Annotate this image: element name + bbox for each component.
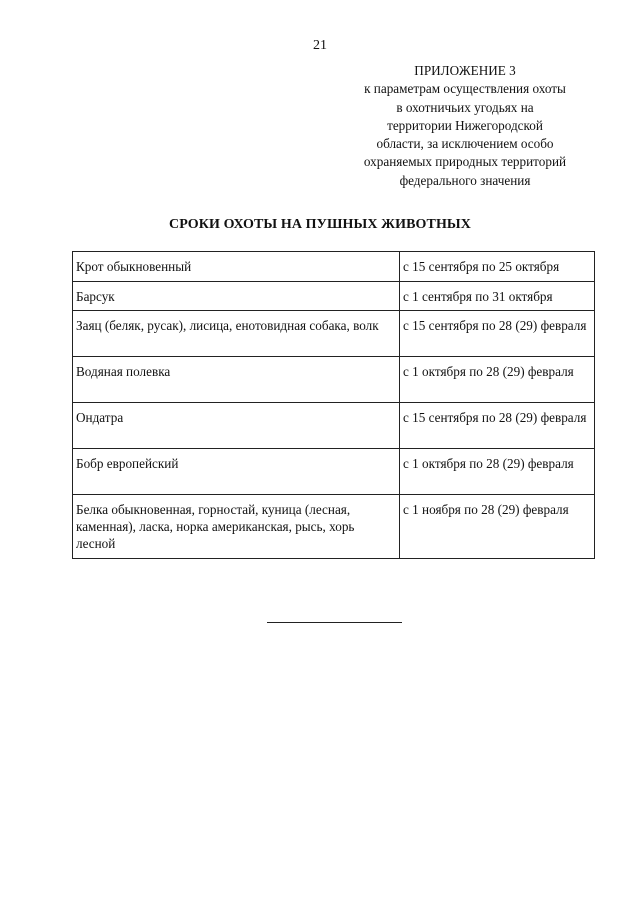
table-row [73,495,595,559]
document-title: СРОКИ ОХОТЫ НА ПУШНЫХ ЖИВОТНЫХ [168,217,471,232]
animal-cell: Крот обыкновенный [73,252,400,282]
animal-cell: Барсук [73,282,400,311]
appendix-line: ПРИЛОЖЕНИЕ 3 [414,63,516,78]
appendix-line: охраняемых природных территорий [363,154,567,170]
animal-cell: Бобр европейский [73,449,400,495]
period-cell: с 15 сентября по 28 (29) февраля [400,311,595,357]
period-cell: с 1 ноября по 28 (29) февраля [400,495,595,559]
period-cell: с 1 октября по 28 (29) февраля [400,449,595,495]
appendix-line: области, за исключением особо [376,136,554,152]
table-row [73,311,595,357]
period-cell: с 15 сентября по 28 (29) февраля [400,403,595,449]
appendix-line: федерального значения [399,172,531,188]
table-row [73,252,595,282]
animal-cell: Ондатра [73,403,400,449]
animal-cell: Белка обыкновенная, горностай, куница (лесная, каменная), ласка, норка американская, рысь, хорь лесной [73,495,400,559]
table-row [73,449,595,495]
page-number: 21 [313,38,327,53]
appendix-line: территории Нижегородской [387,117,543,133]
period-cell: с 1 сентября по 31 октября [400,282,595,311]
table-row [73,357,595,403]
hunting-periods-table [72,251,595,559]
appendix-block [340,62,590,190]
animal-cell: Водяная полевка [73,357,400,403]
period-cell: с 15 сентября по 25 октября [400,252,595,282]
appendix-line: в охотничьих угодьях на [396,99,534,115]
period-cell: с 1 октября по 28 (29) февраля [400,357,595,403]
animal-cell: Заяц (беляк, русак), лисица, енотовидная собака, волк [73,311,400,357]
appendix-line: к параметрам осуществления охоты [364,81,566,97]
end-divider [267,622,402,623]
table-row [73,282,595,311]
table-row [73,403,595,449]
